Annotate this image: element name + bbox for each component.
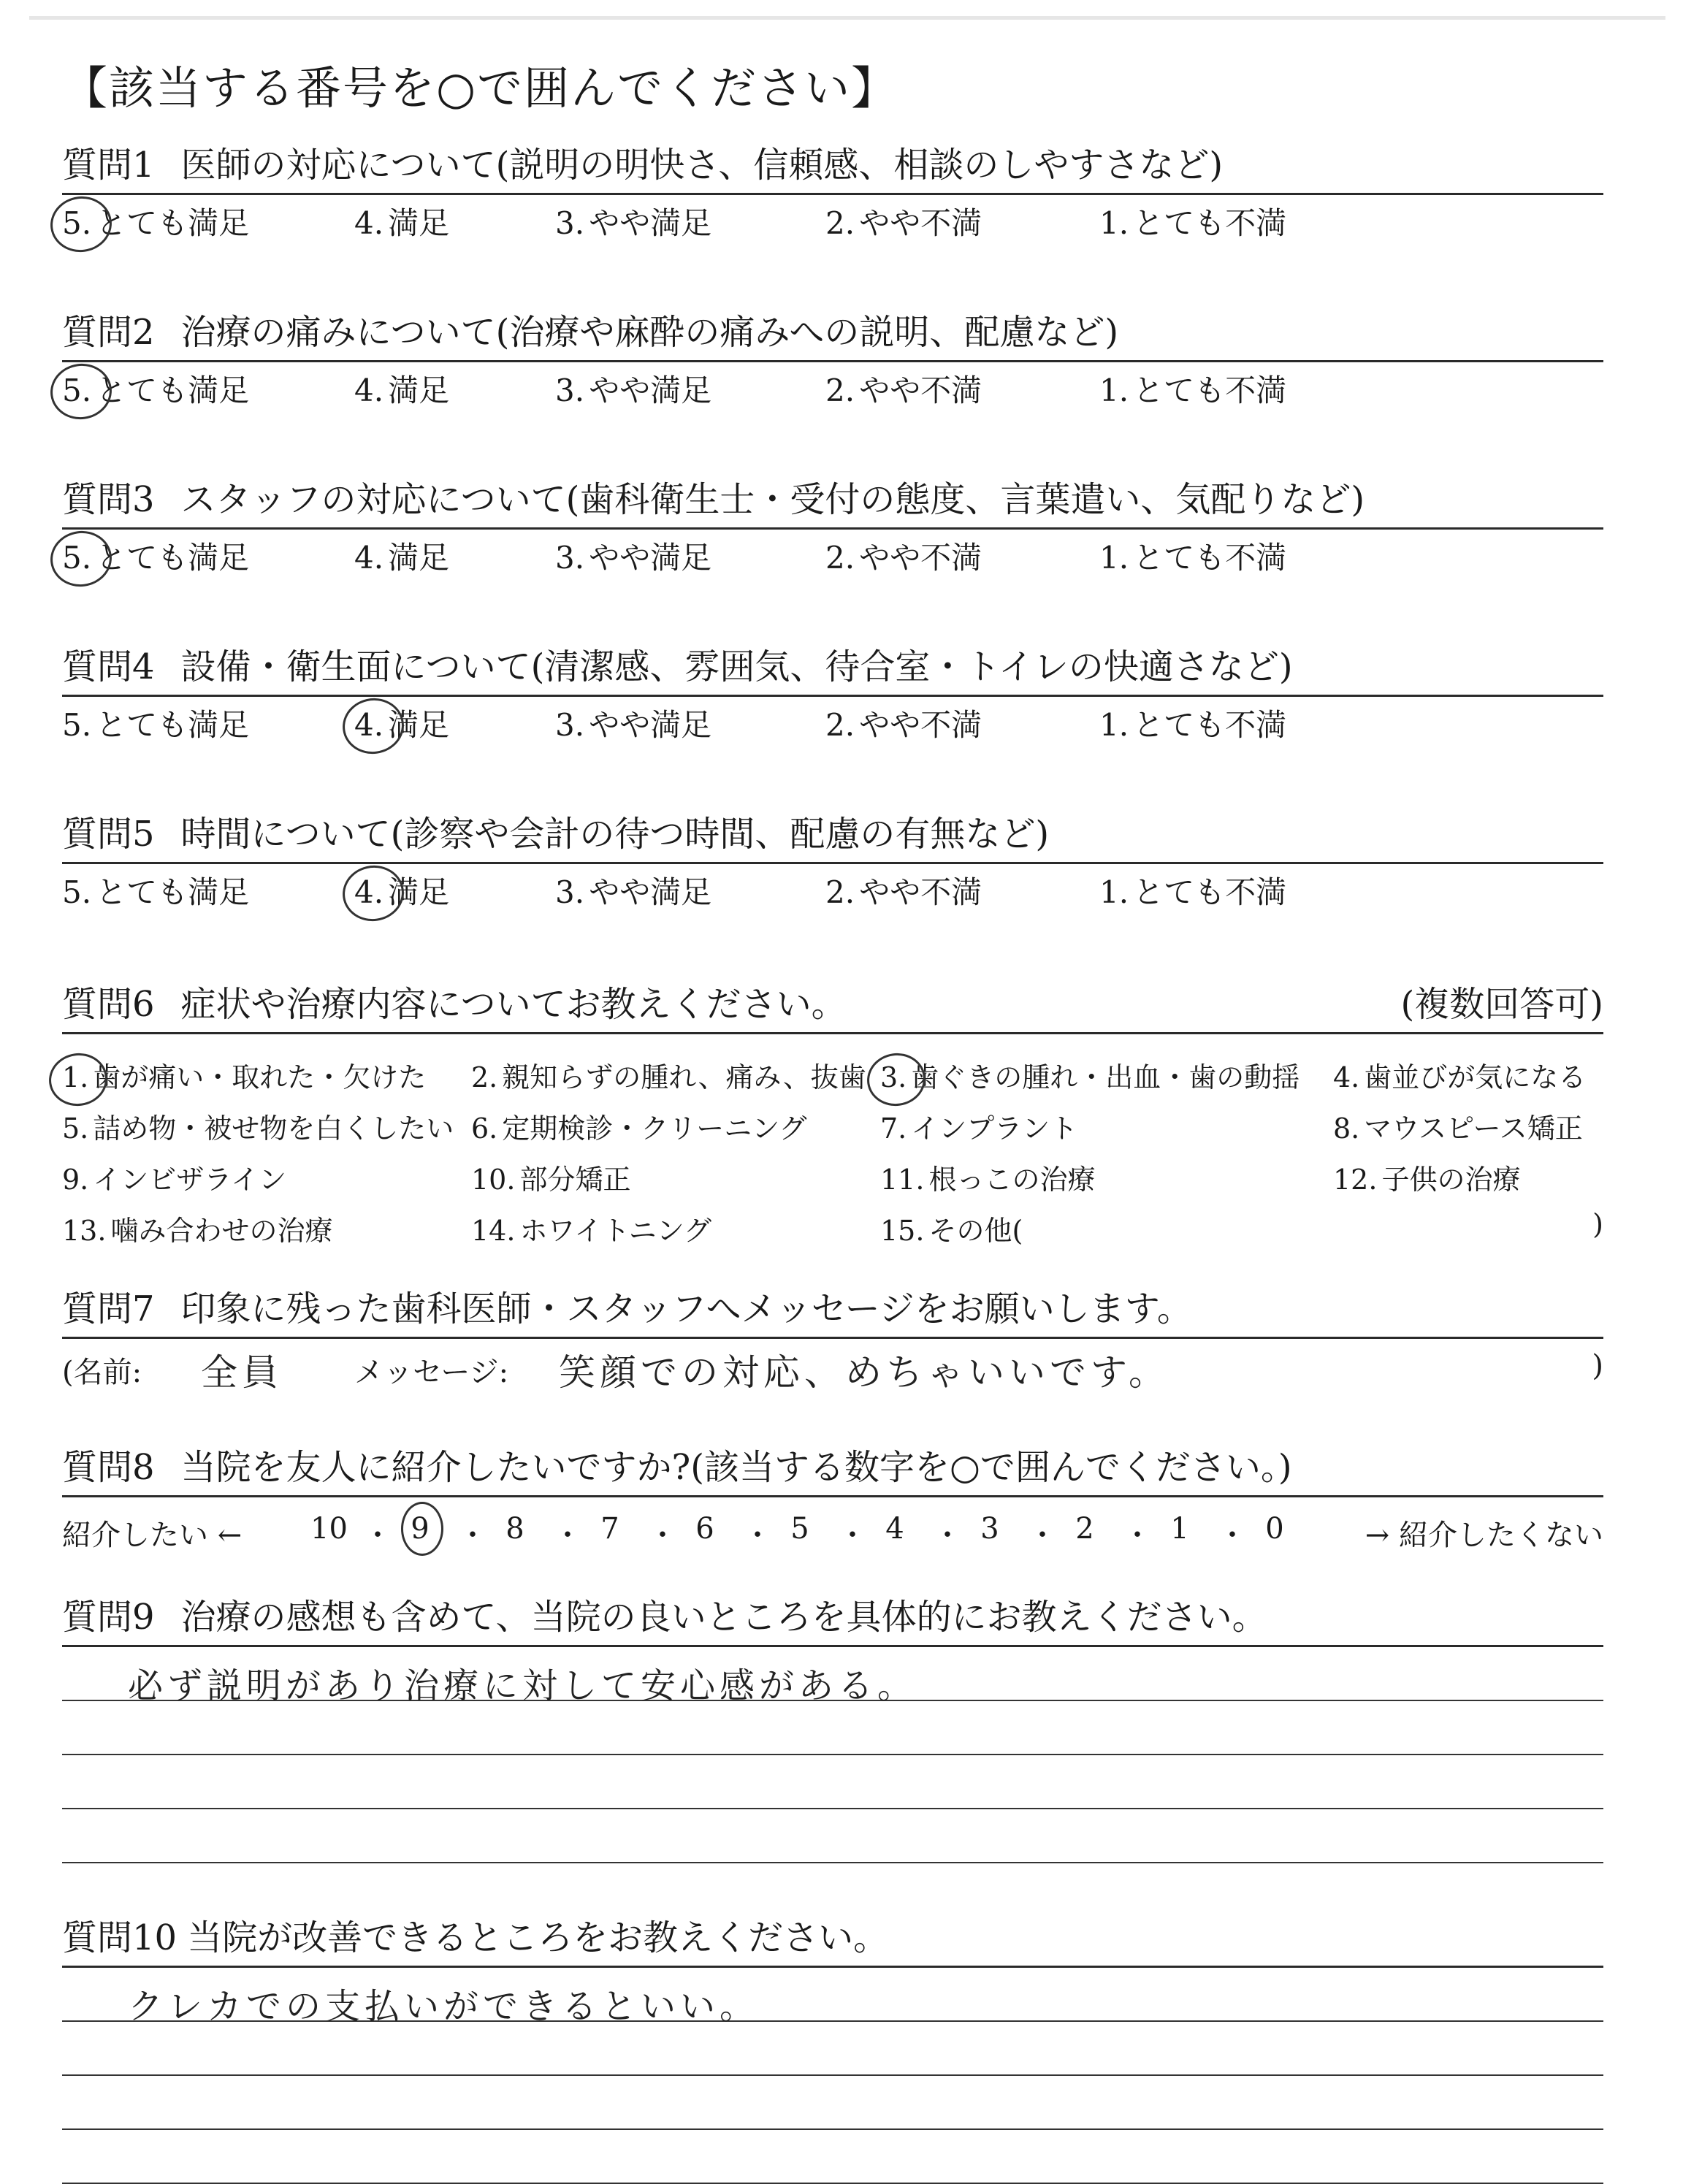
option-number: 3. [880, 1061, 907, 1093]
option-label: 噛み合わせの治療 [110, 1215, 333, 1247]
message-close-paren: ) [1592, 1349, 1603, 1383]
option-label: 部分矯正 [519, 1164, 631, 1196]
option-label: 親知らずの腫れ、痛み、抜歯 [502, 1061, 866, 1093]
rating-options [62, 195, 1603, 248]
question-4 [62, 646, 1603, 749]
option-label: とても不満 [1133, 874, 1287, 910]
rating-option[interactable] [555, 205, 712, 241]
question-9-title [62, 1597, 1603, 1647]
rating-option[interactable] [1099, 707, 1287, 743]
scale-value[interactable]: 7 [600, 1512, 619, 1546]
option-number: 5. [62, 205, 92, 241]
option-label: やや不満 [859, 540, 982, 576]
scale-separator: ・ [1028, 1519, 1057, 1552]
question-8-title [62, 1447, 1603, 1497]
scale-separator: ・ [458, 1519, 487, 1552]
option-label: やや満足 [589, 205, 712, 241]
scale-value[interactable]: 4 [885, 1512, 904, 1546]
option-number: 3. [555, 540, 585, 576]
rating-options [62, 362, 1603, 415]
option-number: 8. [1333, 1112, 1360, 1145]
option-label: やや満足 [589, 540, 712, 576]
question-text: 当院を友人に紹介したいですか?(該当する数字を○で囲んでください。) [180, 1447, 1292, 1488]
page-header: 【該当する番号を○で囲んでください】 [62, 61, 898, 115]
scale-separator: ・ [1123, 1519, 1152, 1552]
answer-line[interactable] [62, 2022, 1603, 2076]
scale-separator: ・ [1218, 1519, 1247, 1552]
scale-value[interactable]: 6 [695, 1512, 714, 1546]
question-number: 質問8 [62, 1447, 155, 1488]
question-number: 質問4 [62, 646, 155, 687]
option-label: とても満足 [96, 373, 250, 408]
scale-value[interactable]: 9 [405, 1512, 435, 1546]
question-9 [62, 1597, 1603, 1863]
rating-option[interactable] [825, 874, 982, 910]
answer-lines-q10[interactable] [62, 1968, 1603, 2184]
option-label: インビザライン [93, 1164, 287, 1196]
option-label: ホワイトニング [519, 1215, 712, 1247]
question-number: 質問6 [62, 984, 155, 1025]
answer-line[interactable] [62, 2130, 1603, 2184]
rating-options [62, 697, 1603, 749]
option-number: 3. [555, 373, 585, 408]
option-number: 5. [62, 874, 92, 910]
option-number: 4. [354, 205, 384, 241]
option-number: 14. [471, 1215, 516, 1247]
scale-left-label: 紹介したい ← [62, 1519, 243, 1552]
option-number: 1. [1099, 707, 1129, 743]
option-number: 3. [555, 874, 585, 910]
option-label: とても不満 [1133, 540, 1287, 576]
option-number: 4. [354, 874, 384, 910]
answer-line[interactable] [62, 1968, 1603, 2027]
option-label: インプラント [911, 1112, 1078, 1145]
rating-option[interactable] [1099, 874, 1287, 910]
scale-value[interactable]: 5 [790, 1512, 809, 1546]
question-6-title [62, 984, 1603, 1034]
question-3 [62, 479, 1603, 582]
option-label: 子供の治療 [1381, 1164, 1521, 1196]
option-label: 歯が痛い・取れた・欠けた [93, 1061, 427, 1093]
question-1 [62, 145, 1603, 248]
question-10 [62, 1917, 1603, 2184]
option-label: 満足 [388, 707, 450, 743]
scale-separator: ・ [363, 1519, 392, 1552]
answer-lines-q9[interactable] [62, 1647, 1603, 1863]
option-label: とても満足 [96, 205, 250, 241]
scan-edge [29, 16, 1665, 20]
question-text: 設備・衛生面について(清潔感、雰囲気、待合室・トイレの快適さなど) [180, 646, 1293, 687]
rating-option[interactable] [825, 707, 982, 743]
symptom-option[interactable] [62, 1166, 286, 1194]
option-number: 1. [1099, 874, 1129, 910]
rating-option[interactable] [555, 375, 711, 406]
question-number: 質問5 [62, 814, 155, 855]
question-2-title [62, 312, 1603, 362]
option-label: とても不満 [1133, 205, 1287, 241]
question-text: スタッフの対応について(歯科衛生士・受付の態度、言葉遣い、気配りなど) [180, 479, 1365, 520]
symptom-option[interactable] [62, 1061, 427, 1093]
recommend-scale [62, 1497, 1603, 1552]
option-number: 1. [1099, 540, 1129, 576]
question-5 [62, 814, 1603, 917]
rating-option[interactable] [354, 707, 450, 743]
option-label: やや不満 [859, 707, 982, 743]
rating-option[interactable] [555, 540, 712, 576]
question-8 [62, 1447, 1603, 1552]
rating-option[interactable] [62, 540, 250, 576]
answer-line[interactable] [62, 2076, 1603, 2130]
option-number: 13. [62, 1215, 107, 1247]
option-number: 2. [825, 540, 855, 576]
question-7-title [62, 1288, 1603, 1339]
question-4-title [62, 646, 1603, 697]
answer-text: 必ず説明があり治療に対して安心感がある。 [128, 1665, 917, 1706]
option-label: 定期検診・クリーニング [502, 1112, 807, 1145]
answer-line[interactable] [62, 1701, 1603, 1755]
option-label: 歯ぐきの腫れ・出血・歯の動揺 [911, 1061, 1300, 1093]
option-number: 3. [555, 707, 585, 743]
scale-separator: ・ [553, 1519, 582, 1552]
rating-option[interactable] [62, 874, 250, 910]
option-number: 11. [880, 1164, 925, 1196]
option-label: やや満足 [589, 874, 712, 910]
answer-line[interactable] [62, 1809, 1603, 1863]
symptom-option[interactable] [1333, 1166, 1520, 1194]
answer-line[interactable] [62, 1647, 1603, 1706]
option-label: やや不満 [859, 373, 982, 408]
question-number: 質問10 [62, 1917, 178, 1958]
option-number: 4. [354, 373, 384, 408]
option-label: 詰め物・被せ物を白くしたい [93, 1112, 454, 1145]
symptom-options [62, 1042, 1603, 1253]
scale-value[interactable]: 10 [310, 1512, 348, 1546]
question-10-title [62, 1917, 1603, 1968]
scale-value[interactable]: 2 [1075, 1512, 1094, 1546]
scale-separator: ・ [933, 1519, 962, 1552]
symptom-option[interactable] [880, 1061, 1300, 1093]
question-5-title [62, 814, 1603, 864]
message-value[interactable]: 笑顔での対応、めちゃいいです。 [559, 1351, 1169, 1394]
option-number: 15. [880, 1215, 925, 1247]
question-text: 症状や治療内容についてお教えください。 [180, 984, 847, 1025]
rating-option[interactable] [1099, 540, 1287, 576]
option-label: とても不満 [1133, 373, 1287, 408]
other-close-paren: ) [1592, 1208, 1603, 1240]
rating-option[interactable] [1099, 375, 1286, 406]
rating-option[interactable] [62, 707, 250, 743]
question-7 [62, 1288, 1603, 1397]
rating-option[interactable] [354, 874, 450, 910]
message-row [62, 1339, 1603, 1397]
question-number: 質問3 [62, 479, 155, 520]
option-label: とても満足 [96, 874, 250, 910]
symptom-option[interactable] [880, 1166, 1095, 1194]
symptom-option[interactable] [62, 1112, 454, 1145]
option-number: 4. [354, 540, 384, 576]
option-label: とても満足 [96, 540, 250, 576]
option-label: 歯並びが気になる [1364, 1061, 1587, 1093]
scale-right-label: → 紹介したくない [1365, 1519, 1603, 1552]
option-label: とても満足 [96, 707, 250, 743]
option-label: マウスピース矯正 [1364, 1112, 1583, 1145]
option-number: 5. [62, 707, 92, 743]
question-text: 治療の感想も含めて、当院の良いところを具体的にお教えください。 [180, 1597, 1267, 1638]
option-number: 4. [354, 707, 384, 743]
symptom-option[interactable] [471, 1217, 711, 1245]
question-text: 医師の対応について(説明の明快さ、信頼感、相談のしやすさなど) [180, 145, 1224, 186]
rating-option[interactable] [555, 707, 712, 743]
option-label: 満足 [388, 205, 450, 241]
option-label: その他( [928, 1215, 1023, 1247]
rating-option[interactable] [825, 205, 982, 241]
rating-option[interactable] [354, 205, 450, 241]
message-label: メッセージ: [354, 1356, 509, 1389]
name-label: (名前: [62, 1356, 142, 1389]
option-number: 2. [825, 874, 855, 910]
option-label: やや満足 [589, 707, 712, 743]
answer-line[interactable] [62, 1755, 1603, 1809]
option-number: 7. [880, 1112, 907, 1145]
symptom-option[interactable] [62, 1217, 332, 1245]
rating-option[interactable] [62, 205, 250, 241]
option-number: 2. [825, 205, 855, 241]
answer-text: クレカでの支払いができるといい。 [128, 1986, 760, 2027]
option-label: 満足 [388, 373, 450, 408]
rating-option[interactable] [62, 375, 249, 406]
rating-option[interactable] [1099, 205, 1287, 241]
rating-option[interactable] [825, 540, 982, 576]
option-label: やや不満 [859, 874, 982, 910]
rating-option[interactable] [825, 375, 982, 406]
symptom-option[interactable] [1333, 1061, 1587, 1093]
option-number: 1. [1099, 205, 1129, 241]
option-label: やや不満 [859, 205, 982, 241]
scale-value[interactable]: 1 [1170, 1512, 1189, 1546]
name-value[interactable]: 全員 [201, 1351, 283, 1394]
question-number: 質問9 [62, 1597, 155, 1638]
option-number: 6. [471, 1112, 498, 1145]
option-number: 3. [555, 205, 585, 241]
multiple-answer-note: (複数回答可) [1400, 984, 1603, 1025]
question-number: 質問1 [62, 145, 155, 186]
question-text: 時間について(診察や会計の待つ時間、配慮の有無など) [180, 814, 1050, 855]
symptom-option[interactable] [1333, 1112, 1583, 1145]
rating-options [62, 864, 1603, 917]
question-number: 質問2 [62, 312, 155, 353]
option-number: 5. [62, 540, 92, 576]
option-number: 2. [825, 707, 855, 743]
symptom-option[interactable] [880, 1217, 1023, 1245]
rating-option[interactable] [555, 874, 712, 910]
question-text: 当院が改善できるところをお教えください。 [187, 1917, 889, 1958]
option-label: とても不満 [1133, 707, 1287, 743]
scale-separator: ・ [743, 1519, 772, 1552]
option-number: 5. [62, 1112, 89, 1145]
question-number: 質問7 [62, 1288, 155, 1329]
question-2 [62, 312, 1603, 415]
symptom-option[interactable] [471, 1061, 866, 1093]
survey-page [62, 51, 1603, 2184]
option-number: 4. [1333, 1061, 1360, 1093]
question-text: 印象に残った歯科医師・スタッフへメッセージをお願いします。 [180, 1288, 1192, 1329]
question-text: 治療の痛みについて(治療や麻酔の痛みへの説明、配慮など) [180, 312, 1119, 353]
option-number: 10. [471, 1164, 516, 1196]
option-number: 2. [825, 373, 855, 408]
option-label: 満足 [388, 874, 450, 910]
question-1-title [62, 145, 1603, 195]
symptom-option[interactable] [880, 1112, 1078, 1145]
option-number: 5. [62, 373, 92, 408]
scale-value[interactable]: 8 [505, 1512, 524, 1546]
option-label: やや満足 [589, 373, 712, 408]
option-number: 12. [1333, 1164, 1378, 1196]
scale-separator: ・ [648, 1519, 677, 1552]
option-label: 根っこの治療 [928, 1164, 1096, 1196]
option-number: 1. [62, 1061, 89, 1093]
rating-option[interactable] [354, 375, 449, 406]
symptom-option[interactable] [471, 1166, 630, 1194]
scale-separator: ・ [838, 1519, 867, 1552]
rating-option[interactable] [354, 540, 450, 576]
option-number: 2. [471, 1061, 498, 1093]
question-3-title [62, 479, 1603, 530]
scale-value[interactable]: 0 [1265, 1512, 1284, 1546]
option-number: 9. [62, 1164, 89, 1196]
rating-questions [62, 145, 1603, 917]
option-number: 1. [1099, 373, 1129, 408]
rating-options [62, 530, 1603, 582]
question-6 [62, 984, 1603, 1253]
scale-value[interactable]: 3 [980, 1512, 999, 1546]
symptom-option[interactable] [471, 1112, 807, 1145]
option-label: 満足 [388, 540, 450, 576]
